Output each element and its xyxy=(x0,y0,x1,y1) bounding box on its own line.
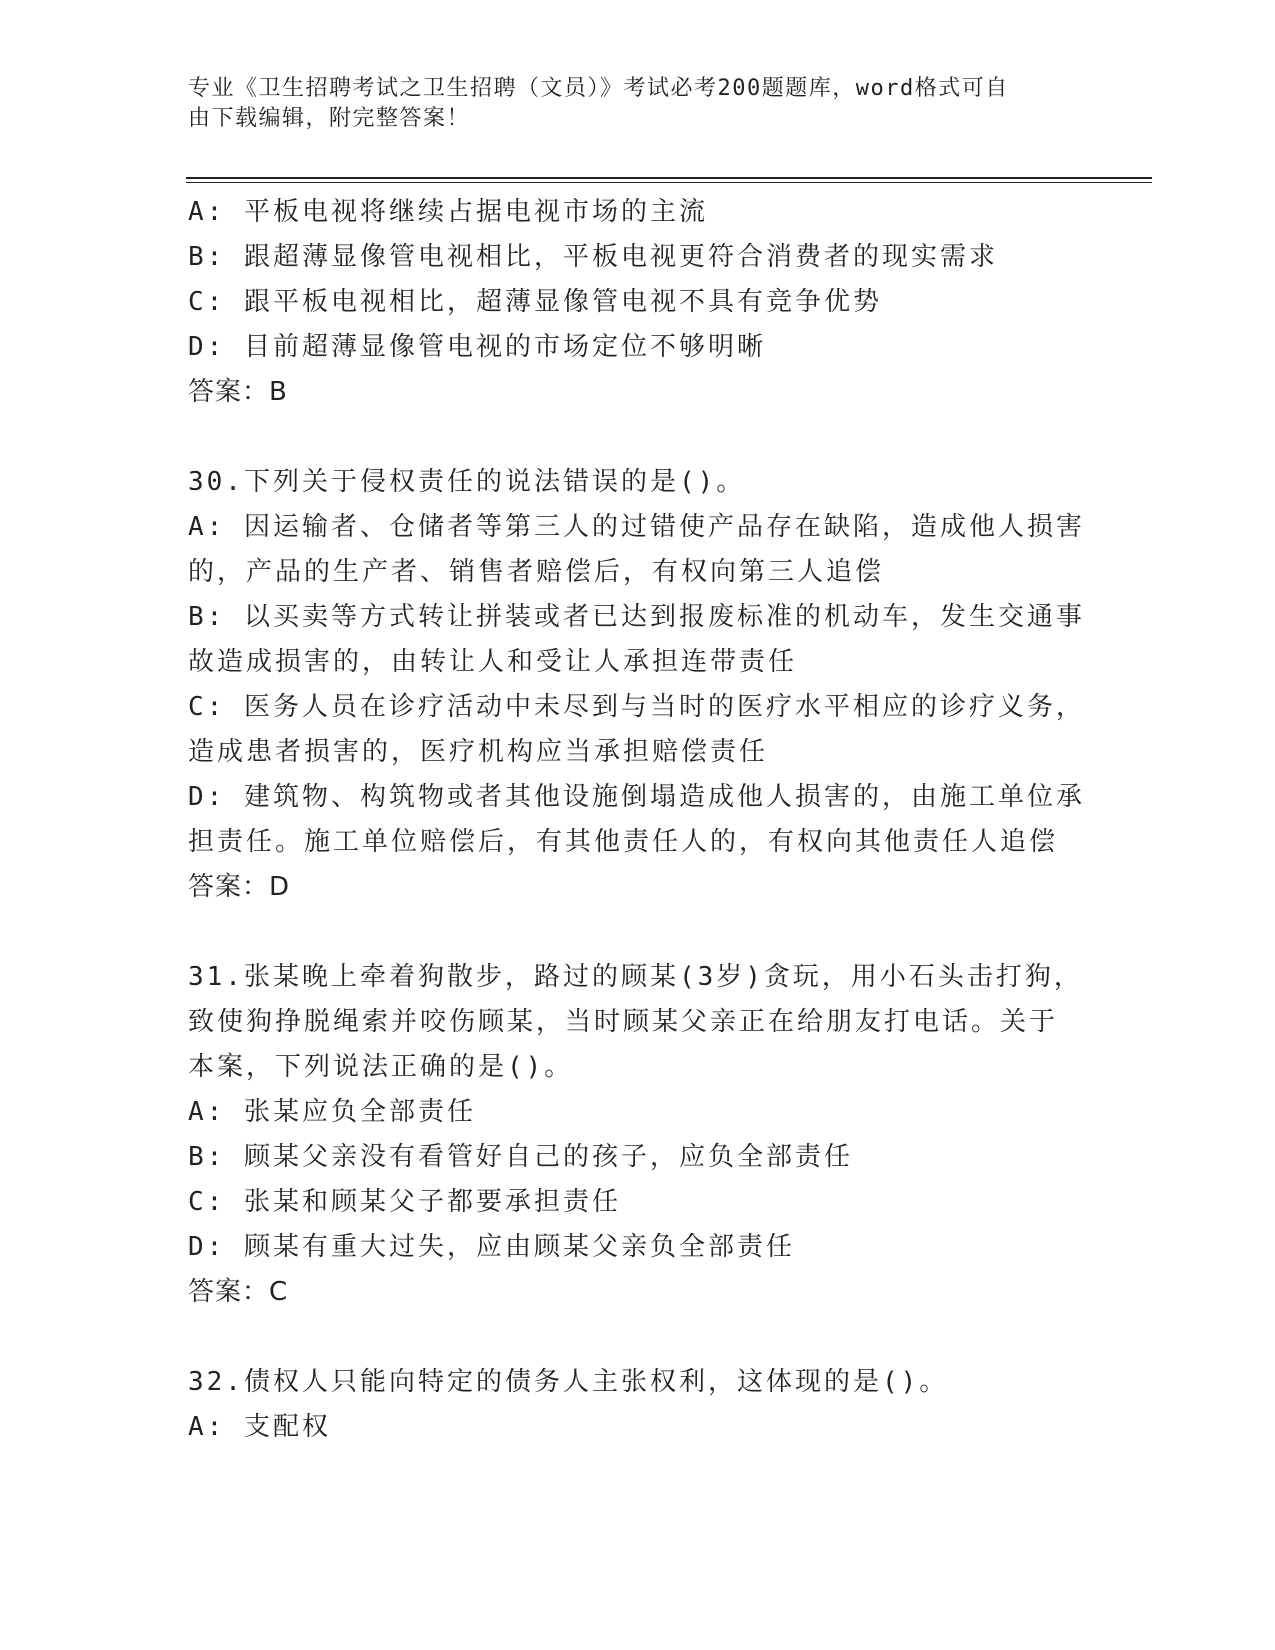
question-text-line-3: 本案，下列说法正确的是()。 xyxy=(188,1052,574,1082)
option-d-line-2: 担责任。施工单位赔偿后，有其他责任人的，有权向其他责任人追偿 xyxy=(188,827,1059,857)
option-c: C: 张某和顾某父子都要承担责任 xyxy=(188,1187,621,1217)
option-a-line-1: A: 因运输者、仓储者等第三人的过错使产品存在缺陷，造成他人损害 xyxy=(188,512,1085,542)
option-c-line-2: 造成患者损害的，医疗机构应当承担赔偿责任 xyxy=(188,737,769,767)
option-b-line-2: 故造成损害的，由转让人和受让人承担连带责任 xyxy=(188,647,798,677)
question-block-29 xyxy=(188,190,1078,415)
answer: 答案：D xyxy=(188,872,291,902)
question-block-30 xyxy=(188,460,1085,910)
spacer xyxy=(188,910,1078,955)
option-a: A: 张某应负全部责任 xyxy=(188,1097,476,1127)
option-a: A: 支配权 xyxy=(188,1412,331,1442)
option-a-line-2: 的，产品的生产者、销售者赔偿后，有权向第三人追偿 xyxy=(188,557,885,587)
answer: 答案：C xyxy=(188,1277,289,1307)
header-line-2: 由下载编辑，附完整答案！ xyxy=(188,106,471,131)
option-c-line-1: C: 医务人员在诊疗活动中未尽到与当时的医疗水平相应的诊疗义务， xyxy=(188,692,1085,722)
spacer xyxy=(188,1315,1078,1360)
option-d: D: 顾某有重大过失，应由顾某父亲负全部责任 xyxy=(188,1232,795,1262)
question-text-line-2: 致使狗挣脱绳索并咬伤顾某，当时顾某父亲正在给朋友打电话。关于 xyxy=(188,1007,1059,1037)
spacer xyxy=(188,415,1078,460)
option-d-line-1: D: 建筑物、构筑物或者其他设施倒塌造成他人损害的，由施工单位承 xyxy=(188,782,1085,812)
document-header xyxy=(188,74,1088,134)
option-d: D: 目前超薄显像管电视的市场定位不够明晰 xyxy=(188,332,766,362)
option-b: B: 顾某父亲没有看管好自己的孩子，应负全部责任 xyxy=(188,1142,853,1172)
header-line-1: 专业《卫生招聘考试之卫生招聘（文员）》考试必考200题题库，word格式可自 xyxy=(188,76,1009,101)
question-text: 32.债权人只能向特定的债务人主张权利，这体现的是()。 xyxy=(188,1367,949,1397)
option-a: A: 平板电视将继续占据电视市场的主流 xyxy=(188,197,708,227)
option-c: C: 跟平板电视相比，超薄显像管电视不具有竞争优势 xyxy=(188,287,882,317)
header-rule-thick xyxy=(186,177,1152,179)
question-content xyxy=(188,190,1085,1450)
answer: 答案：B xyxy=(188,377,288,407)
option-b-line-1: B: 以买卖等方式转让拼装或者已达到报废标准的机动车，发生交通事 xyxy=(188,602,1085,632)
header-rule-thin xyxy=(186,182,1152,183)
question-text-line-1: 31.张某晚上牵着狗散步，路过的顾某(3岁)贪玩，用小石头击打狗， xyxy=(188,962,1083,992)
option-b: B: 跟超薄显像管电视相比，平板电视更符合消费者的现实需求 xyxy=(188,242,998,272)
question-block-32 xyxy=(188,1360,1078,1450)
question-block-31 xyxy=(188,955,1083,1315)
question-text: 30.下列关于侵权责任的说法错误的是()。 xyxy=(188,467,746,497)
